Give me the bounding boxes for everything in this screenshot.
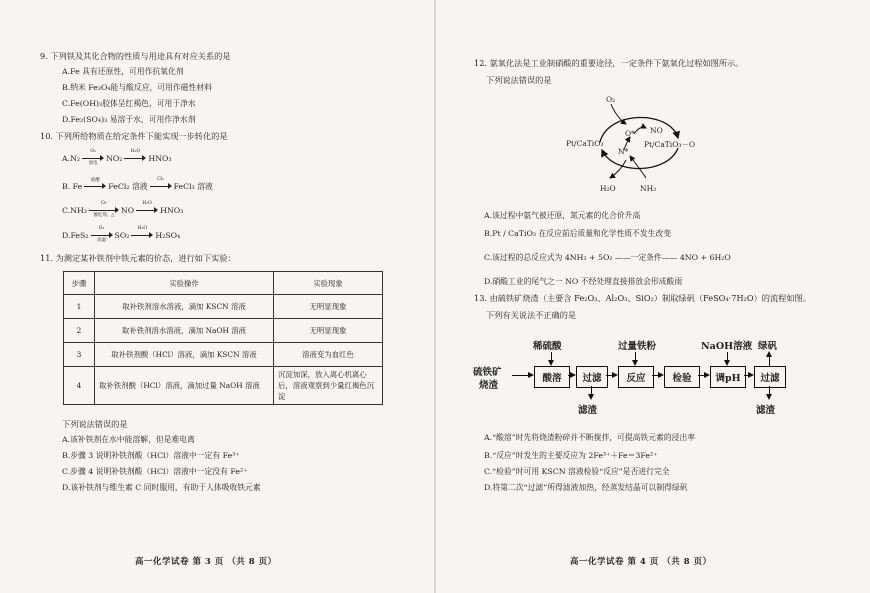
flow-step-react: 反应 [618, 366, 654, 388]
table-cell: 3 [64, 343, 95, 367]
o2-arrow [611, 104, 626, 124]
table-row [64, 343, 383, 367]
table-cell: 4 [64, 367, 95, 405]
reaction-arrow-icon: H₂O [136, 204, 158, 216]
flow-arrow-line [769, 386, 770, 394]
flow-reagent-iron: 过量铁粉 [618, 341, 657, 352]
q12-option-a: A.该过程中氨气被还原，氮元素的化合价升高 [484, 211, 641, 220]
flow-step-check: 检验 [664, 366, 700, 388]
q13-option-d: D.将第二次“过滤”所得滤液加热，经蒸发结晶可以制得绿矾 [484, 483, 688, 492]
flow-arrow-line [769, 357, 770, 366]
flow-arrow-line [512, 375, 528, 376]
reaction-arrow-icon: H₂O [131, 229, 153, 241]
q13-option-b: B.“反应”时发生的主要反应为 2Fe³⁺＋Fe＝3Fe²⁺ [484, 451, 658, 460]
flow-step-acid-dissolve: 酸溶 [534, 366, 570, 388]
reaction-arrow-icon: O₂ 放电 [82, 152, 104, 164]
arrow-right-icon [748, 372, 754, 378]
flow-start-line2: 烧渣 [479, 380, 499, 391]
q10c-intermediate: NO [120, 205, 135, 215]
q10b-intermediate: FeCl₂ 溶液 [108, 181, 148, 191]
table-cell: 溶液变为血红色 [274, 343, 383, 367]
q11-option-b: B.步骤 3 说明补铁剂酸（HCl）溶液中一定有 Fe³⁺ [62, 451, 240, 460]
q10-option-a [62, 149, 172, 166]
table-cell: 无明显现象 [274, 295, 383, 319]
q9-option-c: C.Fe(OH)₃胶体呈红褐色，可用于净水 [62, 99, 196, 108]
flow-arrow-line [635, 352, 636, 360]
flow-reagent-acid: 稀硫酸 [533, 341, 562, 352]
q13-stem: 13. 由硫铁矿烧渣（主要含 Fe₂O₃、Al₂O₃、SiO₂）制取绿矾（FeSO₄·7H₂O）的流程如图。 [474, 293, 811, 303]
reaction-arrow-icon: O₂ 高温 [91, 229, 113, 241]
right-catalyst-label: Pt/CaTiO₃－O [644, 140, 696, 149]
arrow-down-icon [632, 360, 638, 366]
q10-option-d [62, 226, 181, 243]
q11-stem: 11. 为测定某补铁剂中铁元素的价态，进行如下实验： [40, 253, 236, 263]
table-cell: 取补铁剂溶水溶液，滴加 NaOH 溶液 [95, 319, 274, 343]
o-to-no-arrow [634, 127, 646, 134]
table-header-row [64, 272, 383, 295]
q10a-reactant: A.N₂ [62, 153, 81, 163]
q13-question: 下列有关说法不正确的是 [486, 310, 577, 320]
q11-option-d: D.该补铁剂与维生素 C 同时服用，有助于人体吸收铁元素 [62, 483, 261, 492]
table-row [64, 295, 383, 319]
q12-option-b: B.Pt / CaTiO₃ 在反应前后质量和化学性质不发生改变 [484, 229, 672, 238]
o2-label: O₂ [606, 95, 616, 104]
left-catalyst-label: Pt/CaTiO₃ [566, 139, 604, 148]
reaction-arrow-icon: H₂O [124, 152, 146, 164]
q9-option-b: B.纳米 Fe₃O₄能与酸反应，可用作磁性材料 [62, 83, 212, 92]
q11-question: 下列说法错误的是 [62, 419, 128, 429]
q12-stem: 12. 氨氧化法是工业制硝酸的重要途径，一定条件下氨氧化过程如图所示。 [474, 58, 744, 68]
table-cell: 1 [64, 295, 95, 319]
n-star-label: N* [618, 147, 629, 156]
q12-option-d: D.硝酸工业的尾气之一 NO 不经处理直接排放会形成酸雨 [484, 277, 683, 286]
flow-arrow-line [551, 352, 552, 360]
flow-step-filter-1: 过滤 [576, 366, 608, 388]
q9-option-d: D.Fe₂(SO₄)₃ 易溶于水，可用作净水剂 [62, 115, 196, 124]
table-cell: 2 [64, 319, 95, 343]
flow-residue-2: 滤渣 [756, 405, 776, 416]
table-header: 步骤 [64, 272, 95, 295]
arrow-right-icon [704, 372, 710, 378]
arrow-right-icon [528, 372, 534, 378]
nh3-label: NH₃ [640, 184, 657, 193]
o-star-label: O* [625, 129, 635, 138]
q10d-reactant: D.FeS₂ [62, 230, 89, 240]
flow-reagent-naoh: NaOH溶液 [701, 341, 753, 352]
flow-step-filter-2: 过滤 [754, 366, 786, 388]
arrow-down-icon [548, 360, 554, 366]
arrow-right-icon [658, 372, 664, 378]
q12-option-c: C.该过程的总反应式为 4NH₃ + 5O₂ ——一定条件—— 4NO + 6H₂O [484, 253, 731, 262]
q10b-product: FeCl₃ 溶液 [173, 181, 213, 191]
table-cell: 沉淀加深，放入离心机离心后，溶液观察到少量红褐色沉淀 [274, 367, 383, 405]
arrow-right-icon [612, 372, 618, 378]
reaction-arrow-icon: 盐酸 [84, 180, 106, 192]
table-row [64, 319, 383, 343]
reaction-arrow-icon: O₂ 催化剂、△ [89, 204, 119, 216]
q13-option-a: A.“酸溶”时先将烧渣粉碎并不断搅拌，可提高铁元素的浸出率 [484, 433, 696, 442]
q10a-product: HNO₃ [148, 153, 172, 163]
arrow-up-icon [766, 351, 772, 357]
no-label: NO [650, 126, 663, 135]
q9-option-a: A.Fe 具有还原性，可用作抗氧化剂 [62, 67, 184, 76]
q10-option-b [62, 177, 213, 192]
lower-arc [602, 148, 678, 169]
q10d-product: H₂SO₄ [155, 230, 181, 240]
arrow-down-icon [588, 394, 594, 400]
flow-product: 绿矾 [758, 341, 778, 352]
q11-table [63, 271, 383, 405]
table-header: 实验操作 [95, 272, 274, 295]
q9-stem: 9. 下列铁及其化合物的性质与用途具有对应关系的是 [40, 51, 231, 61]
q10-option-c [62, 201, 184, 218]
q10-stem: 10. 下列所给物质在给定条件下能实现一步转化的是 [40, 131, 228, 141]
flow-arrow-line [727, 352, 728, 360]
table-header: 实验现象 [274, 272, 383, 295]
q11-option-c: C.步骤 4 说明补铁剂酸（HCl）溶液中一定没有 Fe²⁺ [62, 467, 248, 476]
table-cell: 取补铁剂酸（HCl）溶液，滴加 KSCN 溶液 [95, 343, 274, 367]
q10b-reactant: B. Fe [62, 181, 83, 191]
arrow-down-icon [724, 360, 730, 366]
q11-option-a: A.该补铁剂在水中能溶解，但是难电离 [62, 435, 195, 444]
q10d-intermediate: SO₂ [114, 230, 130, 240]
flow-start-line1: 硫铁矿 [473, 367, 502, 378]
flow-arrow-line [591, 386, 592, 394]
table-cell: 取补铁剂溶水溶液，滴加 KSCN 溶液 [95, 295, 274, 319]
q12-question: 下列说法错误的是 [486, 75, 552, 85]
nh3-arrow [630, 156, 646, 178]
h2o-label: H₂O [600, 184, 616, 193]
page-footer-left: 高一化学试卷 第 3 页 （共 8 页） [135, 557, 277, 567]
q10a-intermediate: NO₂ [106, 153, 123, 163]
arrow-down-icon [766, 394, 772, 400]
h2o-arrow [610, 160, 626, 178]
reaction-arrow-icon: Cl₂ [150, 180, 172, 192]
table-cell: 无明显现象 [274, 319, 383, 343]
q13-option-c: C.“检验”时可用 KSCN 溶液检验“反应”是否进行完全 [484, 467, 670, 476]
q10c-product: HNO₃ [160, 205, 184, 215]
flow-step-adjust-ph: 调pH [710, 366, 746, 388]
arrow-right-icon [570, 372, 576, 378]
page-footer-right: 高一化学试卷 第 4 页 （共 8 页） [570, 557, 712, 567]
flow-residue-1: 滤渣 [578, 405, 598, 416]
table-row [64, 367, 383, 405]
table-cell: 取补铁剂酸（HCl）溶液，滴加过量 NaOH 溶液 [95, 367, 274, 405]
q10c-reactant: C.NH₃ [62, 205, 87, 215]
